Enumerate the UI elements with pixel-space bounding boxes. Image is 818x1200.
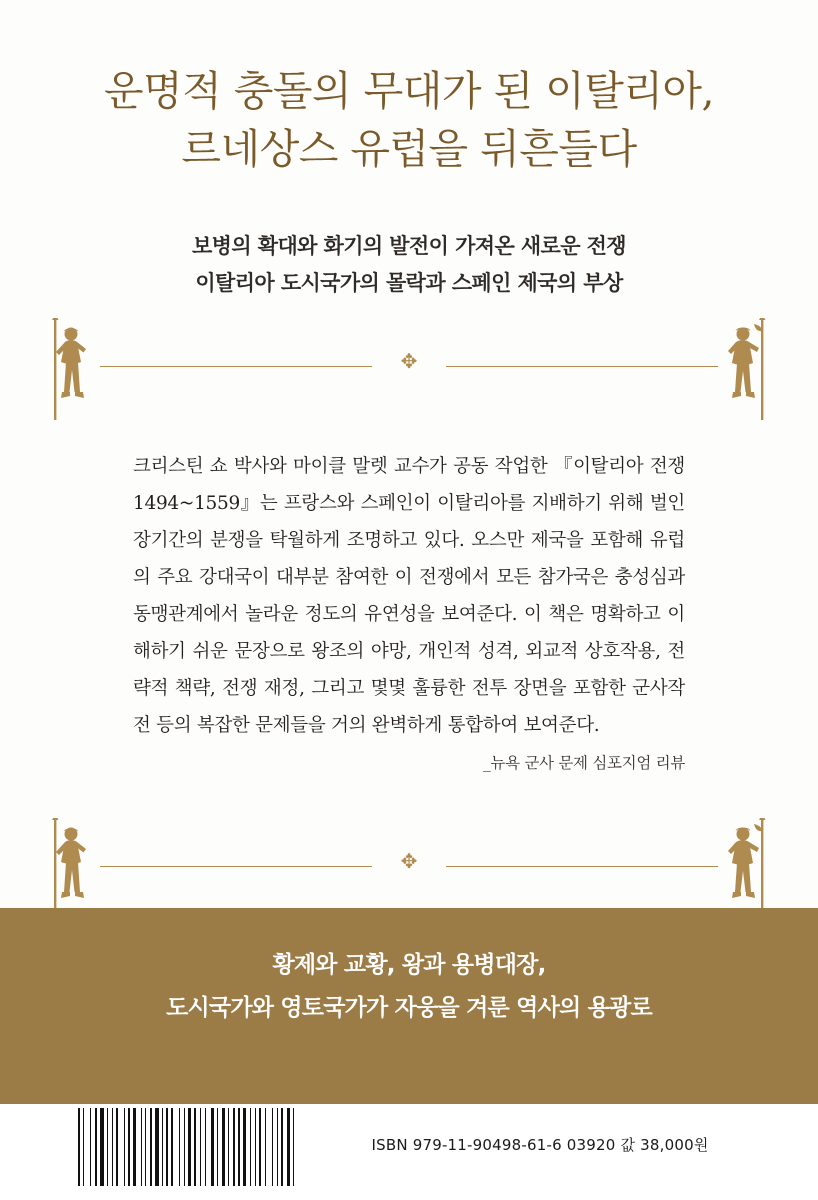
floret-ornament-icon-2: ✥ [400, 851, 418, 873]
band-text [0, 944, 818, 1029]
highlight-band [0, 908, 818, 1104]
divider-rule-left [100, 366, 372, 367]
halberdier-soldier-icon-2 [710, 818, 780, 922]
divider-rule-right-2 [446, 866, 718, 867]
subtitle [0, 228, 818, 302]
subtitle-line-1: 보병의 확대와 화기의 발전이 가져온 새로운 전쟁 [192, 234, 626, 258]
review-quote [133, 448, 685, 779]
review-body: 크리스틴 쇼 박사와 마이클 말렛 교수가 공동 작업한 『이탈리아 전쟁 1494~1559』는 프랑스와 스페인이 이탈리아를 지배하기 위해 벌인 장기간의 분쟁을 탁월하게 조명하고 있다. 오스만 제국을 포함해 유럽의 주요 강대국이 대부분 참여한 이 전쟁에서 모든 참가국은 충성심과 동맹관계에서 놀라운 정도의 유연성을 보여준다. 이 책은 명확하고 이해하기 쉬운 문장으로 왕조의 야망, 개인적 성격, 외교적 상호작용, 전략적 책략, 전쟁 재정, 그리고 몇몇 훌륭한 전투 장면을 포함한 군사작전 등의 복잡한 문제들을 거의 완벽하게 통합하여 보여준다. [133, 456, 685, 736]
headline-line-1: 운명적 충돌의 무대가 된 이탈리아, [103, 67, 715, 115]
isbn-barcode [78, 1108, 306, 1186]
footer [0, 1104, 818, 1200]
band-line-2: 도시국가와 영토국가가 자웅을 겨룬 역사의 용광로 [166, 994, 652, 1021]
headline-line-2: 르네상스 유럽을 뒤흔들다 [181, 125, 637, 174]
floret-ornament-icon: ✥ [400, 351, 418, 373]
ornamental-divider-top [0, 318, 818, 428]
review-source: _뉴욕 군사 문제 심포지엄 리뷰 [482, 754, 685, 772]
subtitle-line-2: 이탈리아 도시국가의 몰락과 스페인 제국의 부상 [195, 270, 623, 295]
isbn-text: ISBN 979-11-90498-61-6 03920 값 38,000원 [371, 1136, 709, 1154]
page-title [0, 62, 818, 178]
band-line-1: 황제와 교황, 왕과 용병대장, [272, 952, 546, 978]
divider-rule-right [446, 366, 718, 367]
pikeman-soldier-icon [38, 318, 108, 422]
pikeman-soldier-icon-2 [38, 818, 108, 922]
divider-rule-left-2 [100, 866, 372, 867]
halberdier-soldier-icon [710, 318, 780, 422]
